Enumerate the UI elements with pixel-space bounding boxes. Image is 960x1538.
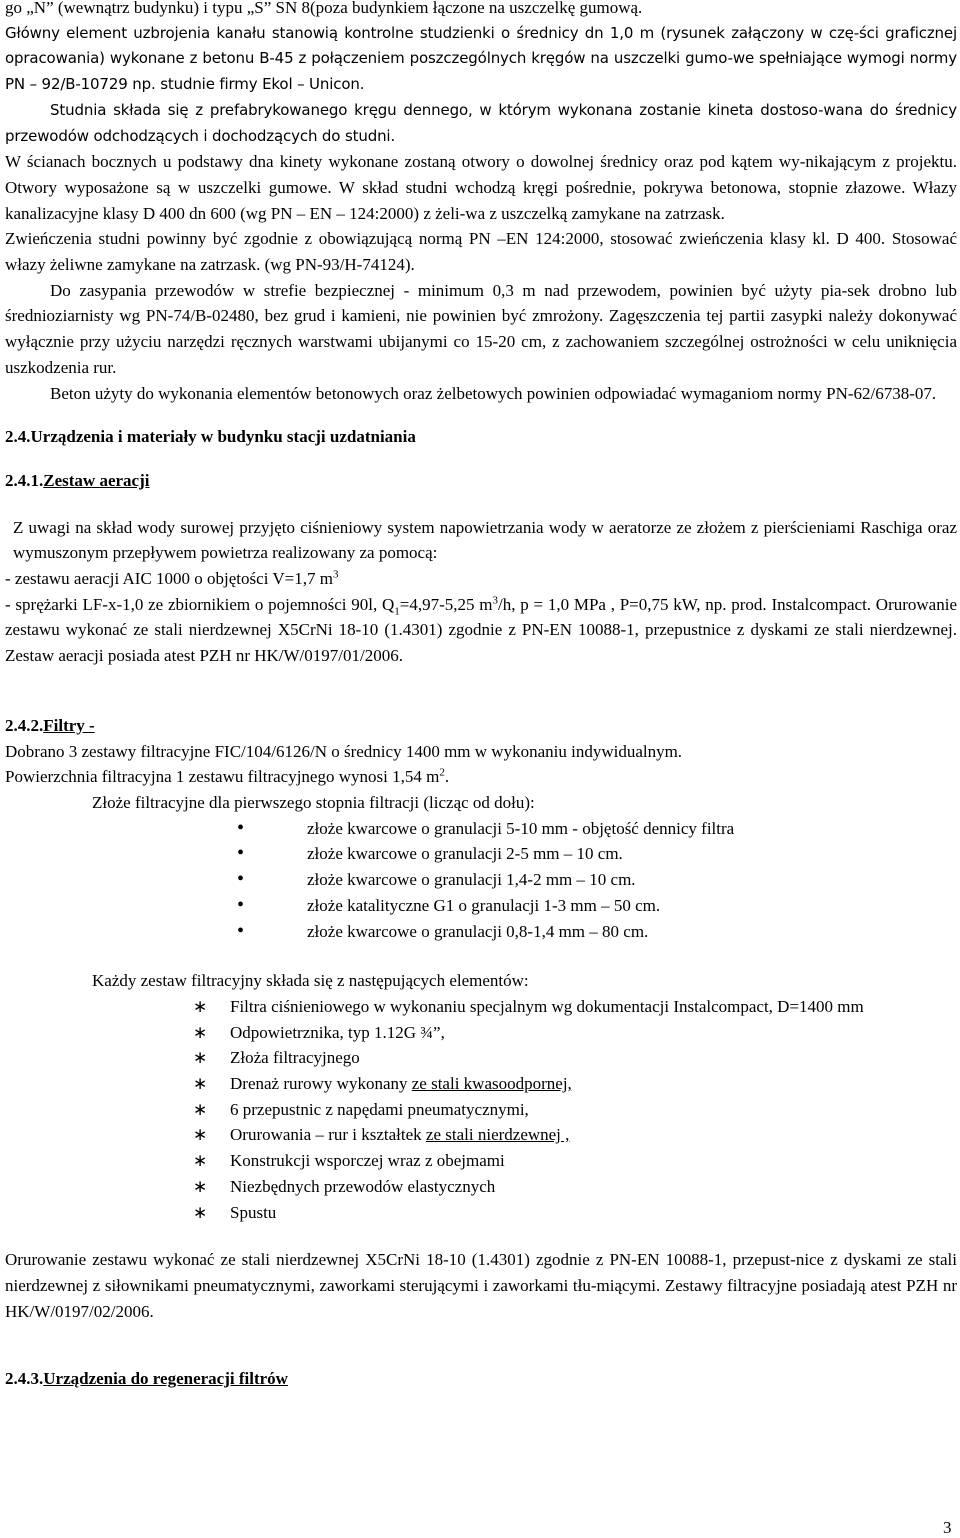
- list-item: ∗ Orurowania – rur i kształtek ze stali nierdzewnej ,: [193, 1125, 570, 1145]
- paragraph-aeration-intro: Z uwagi na skład wody surowej przyjęto ciśnieniowy system napowietrzania wody w aeratorze ze złożem z pierścieniami Raschiga oraz wymuszonym przepływem powietrza realizowany za pomocą:: [13, 517, 957, 563]
- list-item: ∗ Drenaż rurowy wykonany ze stali kwasoodpornej,: [193, 1074, 572, 1094]
- paragraph-side-walls: W ścianach bocznych u podstawy dna kinety wykonane zostaną otwory o dowolnej średnicy oraz pod kątem wy-nikającym z projektu. Otwory wyposażone są w uszczelki gumowe. W skład studni wchodzą kręgi pośrednie, pokrywa betonowa, stopnie złazowe. Włazy kanalizacyjne klasy D 400 dn 600 (wg PN – EN – 124:2000) z żeli-wa z uszczelką zamykane na zatrzask.: [5, 152, 957, 223]
- paragraph-aeration-set: - zestawu aeracji AIC 1000 o objętości V=1,7 $m^3$: [5, 568, 339, 589]
- paragraph-compressor: - sprężarki LF-x-1,0 ze zbiornikiem o pojemności 90l, $Q_1=4,97-5,25$ $m^3/h$, p = 1,0 MPa , P=0,75 kW, np. prod. Instalcompact. Orurowanie zestawu wykonać ze stali nierdzewnej X5CrNi 18-10 (1.4301) zgodnie z PN-EN 10088-1, przepustnice z dyskami ze stali nierdzewnej. Zestaw aeracji posiada atest PZH nr HK/W/0197/01/2006.: [5, 594, 957, 666]
- paragraph-backfill: Do zasypania przewodów w strefie bezpiecznej - minimum 0,3 m nad przewodem, powinien być użyty pia-sek drobno lub średnioziarnisty wg PN-74/B-02480, bez grud i kamieni, nie powinien być zmrożony. Zagęszczenia tej partii zasypki należy dokonywać wyłącznie przy użyciu narzędzi ręcznych warstwami ubijanymi co 15-20 cm, z zachowaniem szczególnej ostrożności w celu uniknięcia uszkodzenia rur.: [5, 280, 957, 377]
- paragraph-concrete: Beton użyty do wykonania elementów betonowych oraz żelbetowych powinien odpowiadać wymaganiom normy PN-62/6738-07.: [50, 383, 937, 403]
- paragraph-components-intro: Każdy zestaw filtracyjny składa się z następujących elementów:: [92, 971, 529, 991]
- list-item: • złoże katalityczne G1 o granulacji 1-3 mm – 50 cm.: [5, 893, 957, 919]
- list-item: ∗ Niezbędnych przewodów elastycznych: [193, 1176, 496, 1196]
- list-item: • złoże kwarcowe o granulacji 0,8-1,4 mm – 80 cm.: [5, 919, 957, 945]
- page-number: 3: [943, 1518, 952, 1537]
- list-item: ∗ Spustu: [193, 1202, 277, 1222]
- paragraph-main-element: Główny element uzbrojenia kanału stanowią kontrolne studzienki o średnicy dn 1,0 m (rysunek załączony w czę-ści graficznej opracowania) wykonane z betonu B-45 z połączeniem poszczególnych kręgów na uszczelki gumo-we spełniające wymogi normy PN – 92/B-10729 np. studnie firmy Ekol – Unicon.: [5, 23, 957, 94]
- section-number: 2.4.3.: [5, 1369, 44, 1389]
- section-title: Urządzenia do regeneracji filtrów: [43, 1369, 288, 1389]
- paragraph-filter-piping: Orurowanie zestawu wykonać ze stali nierdzewnej X5CrNi 18-10 (1.4301) zgodnie z PN-EN 10088-1, przepust-nice z dyskami ze stali nierdzewnej z siłownikami pneumatycznymi, zaworkami sterującymi i zaworkami tłu-miącymi. Zestawy filtracyjne posiadają atest PZH nr HK/W/0197/02/2006.: [5, 1250, 957, 1321]
- section-heading-2-4-1: [5, 468, 957, 494]
- section-title: Zestaw aeracji: [43, 470, 150, 490]
- filter-bed-list: [5, 816, 957, 945]
- list-item: • złoże kwarcowe o granulacji 2-5 mm – 10 cm.: [5, 841, 957, 867]
- list-item: • złoże kwarcowe o granulacji 1,4-2 mm – 10 cm.: [5, 867, 957, 893]
- list-item: ∗ Konstrukcji wsporczej wraz z obejmami: [193, 1151, 505, 1171]
- section-number: 2.4.1.: [5, 470, 44, 490]
- paragraph-well-tops: Zwieńczenia studni powinny być zgodnie z obowiązującą normą PN –EN 124:2000, stosować zwieńczenia klasy kl. D 400. Stosować włazy żeliwne zamykane na zatrzask. (wg PN-93/H-74124).: [5, 229, 957, 275]
- section-heading-2-4-3: [5, 1366, 957, 1392]
- list-item: ∗ Odpowietrznika, typ 1.12G ¾”,: [193, 1022, 445, 1042]
- paragraph-filter-bed-intro: Złoże filtracyjne dla pierwszego stopnia filtracji (licząc od dołu):: [92, 792, 535, 812]
- list-item: ∗ Złoża filtracyjnego: [193, 1048, 360, 1068]
- list-item: ∗ Filtra ciśnieniowego w wykonaniu specjalnym wg dokumentacji Instalcompact, D=1400 mm: [193, 996, 864, 1016]
- document-page: [5, 0, 957, 1392]
- paragraph-intro-continuation: go „N” (wewnątrz budynku) i typu „S” SN 8(poza budynkiem łączone na uszczelkę gumową.: [5, 0, 643, 17]
- list-item: ∗ 6 przepustnic z napędami pneumatycznymi,: [193, 1099, 529, 1119]
- paragraph-well-structure: Studnia składa się z prefabrykowanego kręgu dennego, w którym wykonana zostanie kineta dostoso-wana do średnicy przewodów odchodzących i dochodzących do studni.: [5, 100, 957, 145]
- paragraph-filter-area: Powierzchnia filtracyjna 1 zestawu filtracyjnego wynosi 1,54 $m^2$.: [5, 766, 450, 787]
- paragraph-filters-selected: Dobrano 3 zestawy filtracyjne FIC/104/6126/N o średnicy 1400 mm w wykonaniu indywidualnym.: [5, 741, 683, 761]
- filter-components-list: [5, 994, 957, 1225]
- list-item: • złoże kwarcowe o granulacji 5-10 mm - objętość dennicy filtra: [5, 816, 957, 842]
- section-heading-2-4-2: [5, 713, 957, 739]
- section-heading-2-4: 2.4.Urządzenia i materiały w budynku stacji uzdatniania: [5, 427, 416, 447]
- section-title: Filtry -: [43, 715, 95, 735]
- section-number: 2.4.2.: [5, 715, 44, 735]
